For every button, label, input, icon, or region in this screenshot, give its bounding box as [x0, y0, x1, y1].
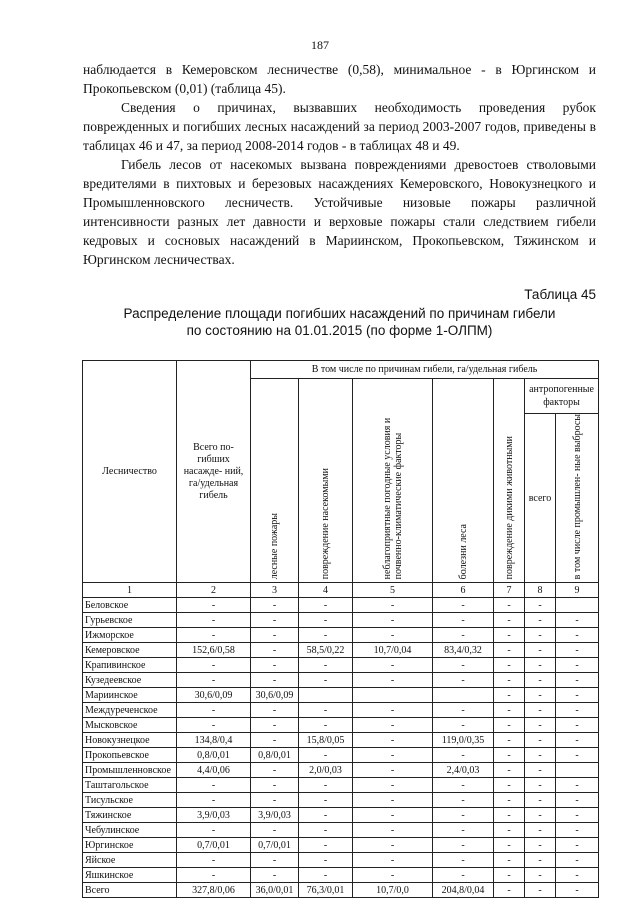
table-cell: - [433, 628, 494, 643]
table-row [83, 763, 599, 778]
row-forestry-name: Яйское [83, 853, 177, 868]
table-cell: - [433, 853, 494, 868]
table-row [83, 883, 599, 898]
table-cell: - [433, 598, 494, 613]
table-cell: - [525, 598, 556, 613]
table-cell: - [353, 703, 433, 718]
table-cell [433, 688, 494, 703]
table-cell [299, 688, 353, 703]
paragraph: Сведения о причинах, вызвавших необходимость проведения рубок поврежденных и погибших лесных насаждений за период 2003-2007 годов, приведены в таблицах 46 и 47, за период 2008-2014 годов - в таблицах 48 и 49. [83, 100, 596, 153]
header-anthro-total: всего [525, 414, 556, 583]
table-cell: - [353, 763, 433, 778]
table-cell: - [525, 643, 556, 658]
header-by-cause: В том числе по причинам гибели, га/удельная гибель [251, 361, 599, 379]
header-disease: болезни леса [433, 379, 494, 583]
column-number: 1 [83, 583, 177, 598]
row-forestry-name: Беловское [83, 598, 177, 613]
table-cell: - [353, 838, 433, 853]
table-cell: - [556, 703, 599, 718]
table-cell: - [525, 673, 556, 688]
table-cell: - [525, 748, 556, 763]
row-forestry-name: Прокопьевское [83, 748, 177, 763]
table-cell: - [353, 778, 433, 793]
table-row [83, 778, 599, 793]
table-cell: 2,0/0,03 [299, 763, 353, 778]
table-cell: - [251, 658, 299, 673]
table-cell: - [556, 628, 599, 643]
table-row [83, 688, 599, 703]
table-cell: - [433, 658, 494, 673]
table-cell: - [251, 718, 299, 733]
table-cell: 3,9/0,03 [251, 808, 299, 823]
table-cell: - [494, 778, 525, 793]
table-cell: - [299, 778, 353, 793]
table-cell: - [177, 778, 251, 793]
table-row [83, 658, 599, 673]
table-cell: - [251, 763, 299, 778]
table-cell: 119,0/0,35 [433, 733, 494, 748]
table-cell: - [353, 658, 433, 673]
table-row [83, 673, 599, 688]
table-cell: - [433, 838, 494, 853]
table-cell: - [299, 748, 353, 763]
header-weather: неблагоприятные погодные условия и почвенно-климатические факторы [353, 379, 433, 583]
table-cell: - [494, 838, 525, 853]
table-cell: - [177, 628, 251, 643]
table-cell: - [299, 673, 353, 688]
table-row [83, 838, 599, 853]
table-row [83, 868, 599, 883]
table-cell: - [433, 703, 494, 718]
table-cell: 15,8/0,05 [299, 733, 353, 748]
table-row [83, 643, 599, 658]
table-label: Таблица 45 [524, 287, 596, 302]
table-cell: - [525, 823, 556, 838]
table-cell: - [299, 718, 353, 733]
table-cell: - [251, 778, 299, 793]
table-cell: - [556, 718, 599, 733]
table-cell: - [556, 823, 599, 838]
table-cell: - [433, 793, 494, 808]
table-cell: - [353, 748, 433, 763]
table-row [83, 748, 599, 763]
table-cell: - [525, 718, 556, 733]
table-cell: - [353, 853, 433, 868]
table-cell: - [251, 793, 299, 808]
table-cell: 30,6/0,09 [177, 688, 251, 703]
table-cell: - [525, 868, 556, 883]
table-cell: - [433, 748, 494, 763]
table-row [83, 808, 599, 823]
table-cell [556, 598, 599, 613]
table-cell: - [433, 673, 494, 688]
table-cell: - [494, 793, 525, 808]
row-forestry-name: Таштагольское [83, 778, 177, 793]
table-cell: - [525, 658, 556, 673]
table-cell: - [525, 628, 556, 643]
table-cell: 36,0/0,01 [251, 883, 299, 898]
table-cell: - [299, 838, 353, 853]
table-cell: 152,6/0,58 [177, 643, 251, 658]
table-cell: - [494, 808, 525, 823]
table-cell: 0,7/0,01 [251, 838, 299, 853]
table-cell: - [494, 673, 525, 688]
table-cell: - [556, 673, 599, 688]
table-row [83, 853, 599, 868]
table-cell: - [494, 703, 525, 718]
table-cell: - [494, 688, 525, 703]
table-cell: - [525, 778, 556, 793]
table-cell: - [494, 658, 525, 673]
row-forestry-name: Мысковское [83, 718, 177, 733]
table-cell: - [525, 853, 556, 868]
table-cell: - [353, 808, 433, 823]
table-cell: - [251, 823, 299, 838]
table-cell: 76,3/0,01 [299, 883, 353, 898]
table-cell: - [251, 613, 299, 628]
table-cell: - [556, 868, 599, 883]
table-cell: - [251, 703, 299, 718]
table-row [83, 613, 599, 628]
table-cell: - [525, 793, 556, 808]
table-cell: - [251, 643, 299, 658]
table-cell: - [177, 613, 251, 628]
table-cell: - [177, 793, 251, 808]
table-title-line: Распределение площади погибших насаждений по причинам гибели [123, 306, 556, 321]
table-cell: 4,4/0,06 [177, 763, 251, 778]
table-cell: - [556, 643, 599, 658]
table-cell: - [556, 748, 599, 763]
table-cell: - [433, 808, 494, 823]
table-cell: - [525, 808, 556, 823]
table-cell: - [433, 868, 494, 883]
table-cell: - [353, 628, 433, 643]
table-cell: - [299, 628, 353, 643]
table-cell: - [494, 628, 525, 643]
table-cell: - [299, 868, 353, 883]
row-forestry-name: Мариинское [83, 688, 177, 703]
table-cell: - [177, 868, 251, 883]
table-cell: - [556, 838, 599, 853]
table-cell: - [353, 868, 433, 883]
table-cell: - [494, 868, 525, 883]
table-cell: - [556, 778, 599, 793]
table-cell: - [299, 853, 353, 868]
table-cell: - [433, 613, 494, 628]
table-cell: - [177, 598, 251, 613]
table-title-line: по состоянию на 01.01.2015 (по форме 1-ОЛПМ) [186, 323, 493, 338]
table-cell: - [177, 823, 251, 838]
table-cell: - [177, 853, 251, 868]
row-forestry-name: Тисульское [83, 793, 177, 808]
table-cell: - [251, 853, 299, 868]
table-row [83, 718, 599, 733]
table-cell: - [433, 718, 494, 733]
table-cell: - [556, 658, 599, 673]
table-cell: - [494, 613, 525, 628]
table-cell: - [299, 808, 353, 823]
table-cell: - [353, 733, 433, 748]
table-cell: - [494, 883, 525, 898]
table-cell: - [177, 658, 251, 673]
table-cell: - [556, 613, 599, 628]
table-cell: 134,8/0,4 [177, 733, 251, 748]
table-cell: 3,9/0,03 [177, 808, 251, 823]
table-cell: - [525, 688, 556, 703]
row-forestry-name: Новокузнецкое [83, 733, 177, 748]
data-table [82, 360, 599, 898]
header-insects: повреждение насекомыми [299, 379, 353, 583]
table-cell: - [299, 823, 353, 838]
column-number: 8 [525, 583, 556, 598]
header-animals: повреждение дикими животными [494, 379, 525, 583]
table-row [83, 628, 599, 643]
row-forestry-name: Юргинское [83, 838, 177, 853]
table-cell: - [494, 748, 525, 763]
row-forestry-name: Гурьевское [83, 613, 177, 628]
table-cell: - [494, 598, 525, 613]
paragraph: наблюдается в Кемеровском лесничестве (0,58), минимальное - в Юргинском и Прокопьевском (0,01) (таблица 45). [83, 62, 596, 96]
column-numbers-row [83, 583, 599, 598]
table-cell: 58,5/0,22 [299, 643, 353, 658]
table-cell: - [494, 718, 525, 733]
column-number: 6 [433, 583, 494, 598]
table-cell: - [177, 718, 251, 733]
table-cell: - [525, 733, 556, 748]
body-text [83, 60, 596, 269]
table-cell: - [525, 883, 556, 898]
table-cell: - [433, 823, 494, 838]
table-row [83, 598, 599, 613]
table-row [83, 703, 599, 718]
header-anthropogenic: антропогенные факторы [525, 379, 599, 414]
table-cell: - [556, 853, 599, 868]
table-row [83, 733, 599, 748]
table-cell: - [299, 598, 353, 613]
table-cell: 327,8/0,06 [177, 883, 251, 898]
table-cell: - [494, 823, 525, 838]
table-cell [556, 763, 599, 778]
table-cell: - [251, 868, 299, 883]
table-cell: 2,4/0,03 [433, 763, 494, 778]
table-cell: - [494, 763, 525, 778]
table-cell: - [556, 733, 599, 748]
table-cell: - [251, 598, 299, 613]
header-forestry: Лесничество [83, 361, 177, 583]
row-forestry-name: Кузедеевское [83, 673, 177, 688]
table-cell: - [299, 658, 353, 673]
table-cell: 0,8/0,01 [251, 748, 299, 763]
table-cell: 0,7/0,01 [177, 838, 251, 853]
table-cell: 10,7/0,04 [353, 643, 433, 658]
table-title [83, 305, 596, 339]
table-cell: - [251, 733, 299, 748]
table-cell: - [525, 613, 556, 628]
table-cell: - [525, 763, 556, 778]
table-cell: - [556, 808, 599, 823]
table-cell: 204,8/0,04 [433, 883, 494, 898]
table-cell: - [251, 628, 299, 643]
page-number: 187 [311, 38, 329, 52]
table-cell: - [556, 688, 599, 703]
column-number: 3 [251, 583, 299, 598]
column-number: 7 [494, 583, 525, 598]
row-forestry-name: Ижморское [83, 628, 177, 643]
table-cell: - [525, 838, 556, 853]
row-forestry-name: Промышленновское [83, 763, 177, 778]
table-cell: 83,4/0,32 [433, 643, 494, 658]
table-cell: - [556, 793, 599, 808]
table-cell: 10,7/0,0 [353, 883, 433, 898]
table-cell: - [251, 673, 299, 688]
table-cell: - [353, 718, 433, 733]
table-cell: - [353, 793, 433, 808]
table-cell: - [177, 703, 251, 718]
table-cell: - [494, 853, 525, 868]
header-fires: лесные пожары [251, 379, 299, 583]
table-cell: - [353, 823, 433, 838]
table-cell: - [433, 778, 494, 793]
table-cell: - [353, 613, 433, 628]
table-cell [353, 688, 433, 703]
table-row [83, 793, 599, 808]
header-industrial: в том числе промышлен- ные выбросы [556, 414, 599, 583]
row-forestry-name: Яшкинское [83, 868, 177, 883]
row-forestry-name: Всего [83, 883, 177, 898]
row-forestry-name: Междуреченское [83, 703, 177, 718]
table-cell: - [494, 643, 525, 658]
table-cell: - [299, 703, 353, 718]
table-row [83, 823, 599, 838]
table-cell: - [299, 793, 353, 808]
table-cell: - [556, 883, 599, 898]
table-cell: - [494, 733, 525, 748]
table-cell: - [177, 673, 251, 688]
table-cell: 0,8/0,01 [177, 748, 251, 763]
table-cell: - [353, 673, 433, 688]
table-cell: - [299, 613, 353, 628]
column-number: 5 [353, 583, 433, 598]
column-number: 9 [556, 583, 599, 598]
table-cell: - [525, 703, 556, 718]
row-forestry-name: Кемеровское [83, 643, 177, 658]
row-forestry-name: Крапивинское [83, 658, 177, 673]
header-total: Всего по- гибших насажде- ний, га/удельная гибель [177, 361, 251, 583]
table-cell: 30,6/0,09 [251, 688, 299, 703]
row-forestry-name: Чебулинское [83, 823, 177, 838]
table-cell: - [353, 598, 433, 613]
column-number: 2 [177, 583, 251, 598]
paragraph: Гибель лесов от насекомых вызвана повреждениями древостоев стволовыми вредителями в пихтовых и березовых насаждениях Кемеровского, Новокузнецкого и Промышленновского лесничеств. Устойчивые низовые пожары различной интенсивности разных лет давности и верховые пожары стали следствием гибели кедровых и сосновых насаждений в Мариинском, Прокопьевском, Тяжинском и Юргинском лесничествах. [83, 157, 596, 267]
row-forestry-name: Тяжинское [83, 808, 177, 823]
column-number: 4 [299, 583, 353, 598]
